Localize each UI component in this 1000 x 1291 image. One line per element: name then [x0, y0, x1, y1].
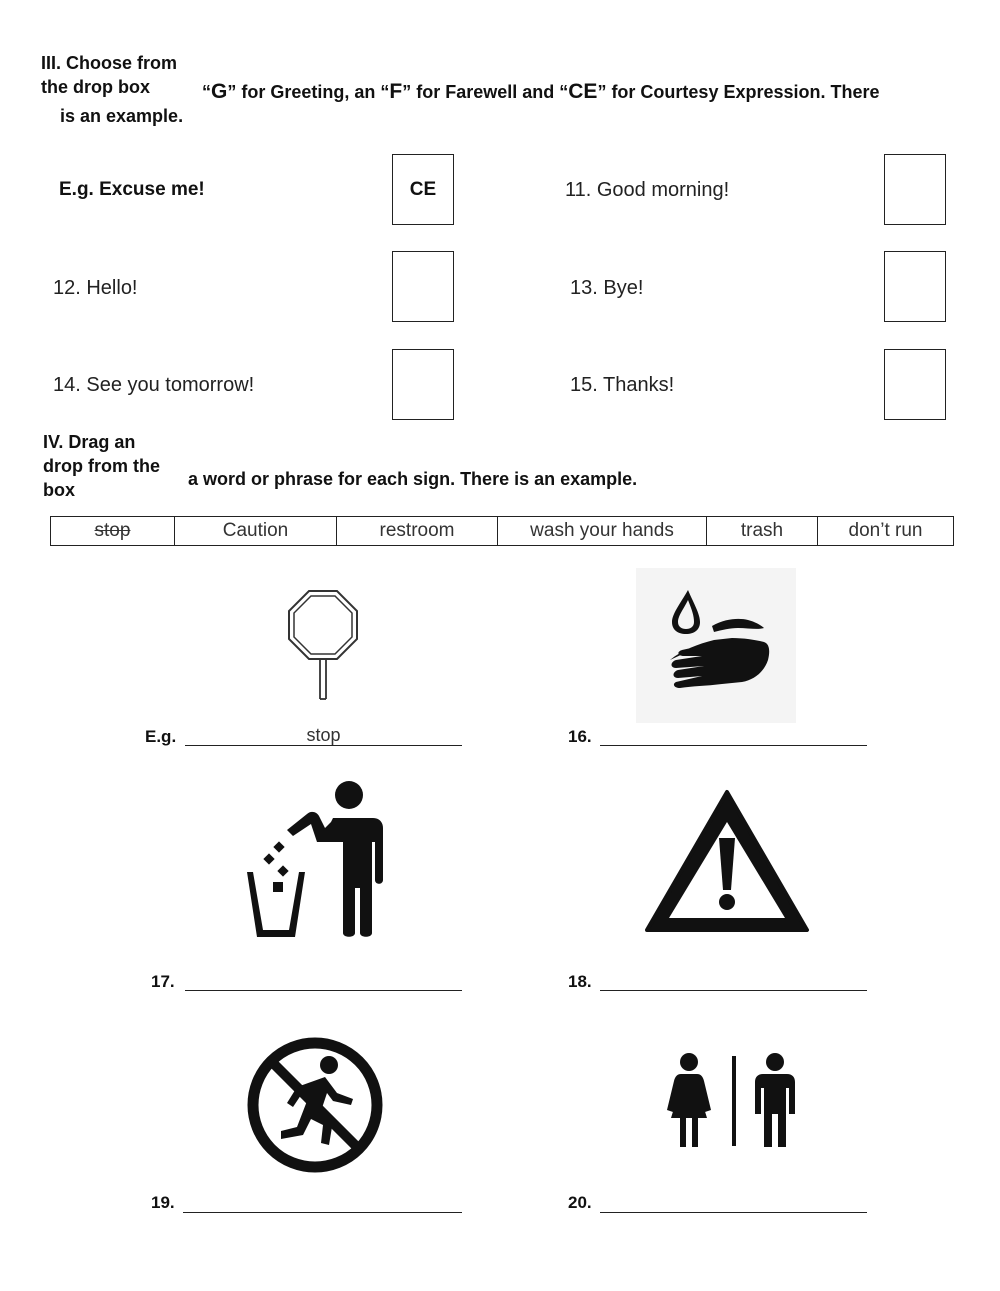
item-14-drop-box[interactable]: [392, 349, 454, 420]
example-answer-box: CE: [392, 154, 454, 225]
item-15-drop-box[interactable]: [884, 349, 946, 420]
word-bank-item[interactable]: stop: [51, 517, 175, 545]
example-answer-text: stop: [306, 725, 341, 745]
hand-washing-icon: [636, 568, 796, 723]
answer-line-16[interactable]: [600, 745, 867, 746]
item-12-text: 12. Hello!: [53, 277, 138, 299]
word-bank-item[interactable]: restroom: [337, 517, 498, 545]
stop-sign-icon: [280, 588, 370, 703]
section3-instruction: [202, 80, 880, 104]
word-bank: [50, 516, 954, 546]
answer-line-20[interactable]: [600, 1212, 867, 1213]
word-bank-item[interactable]: trash: [707, 517, 818, 545]
sign-label-16: 16.: [568, 727, 592, 746]
example-item-text: E.g. Excuse me!: [59, 179, 205, 200]
instr-text: ” for Greeting, an “: [227, 82, 390, 102]
word-bank-item[interactable]: don’t run: [848, 520, 923, 541]
item-11-text: 11. Good morning!: [565, 179, 730, 201]
answer-line-19[interactable]: [183, 1212, 462, 1213]
section3-instruction-line2: is an example.: [60, 106, 184, 126]
sign-label-20: 20.: [568, 1193, 592, 1212]
no-running-icon: [245, 1035, 385, 1175]
item-12-drop-box[interactable]: [392, 251, 454, 322]
sign-label-example: E.g.: [145, 727, 177, 746]
section4-heading: [43, 430, 160, 502]
word-bank-item[interactable]: Caution: [175, 517, 337, 545]
item-13-drop-box[interactable]: [884, 251, 946, 322]
sign-label-18: 18.: [568, 972, 592, 991]
answer-line-18[interactable]: [600, 990, 867, 991]
section3-heading-line2: the drop box: [41, 77, 150, 97]
sign-label-19: 19.: [151, 1193, 175, 1212]
section4-heading-line3: box: [43, 480, 76, 500]
word-bank-item[interactable]: wash your hands: [498, 517, 707, 545]
instr-text: ” for Farewell and “: [402, 82, 569, 102]
item-11-drop-box[interactable]: [884, 154, 946, 225]
caution-warning-icon: [645, 790, 810, 935]
section3-heading: [41, 51, 177, 99]
section4-heading-line1: IV. Drag an: [43, 432, 136, 452]
trash-disposal-icon: [245, 780, 390, 940]
section4-instruction: a word or phrase for each sign. There is an example.: [188, 469, 638, 489]
instr-f: F: [389, 80, 403, 103]
restroom-icon: [665, 1052, 800, 1152]
item-15-text: 15. Thanks!: [570, 374, 675, 396]
instr-text: ” for Courtesy Expression. There: [597, 82, 880, 102]
instr-g: G: [211, 80, 228, 103]
instr-text: “: [202, 82, 211, 102]
section4-heading-line2: drop from the: [43, 456, 160, 476]
item-13-text: 13. Bye!: [570, 277, 644, 299]
section3-heading-line1: III. Choose from: [41, 53, 178, 73]
answer-line-17[interactable]: [185, 990, 462, 991]
item-14-text: 14. See you tomorrow!: [53, 374, 255, 396]
instr-ce: CE: [568, 80, 598, 103]
sign-label-17: 17.: [151, 972, 175, 991]
